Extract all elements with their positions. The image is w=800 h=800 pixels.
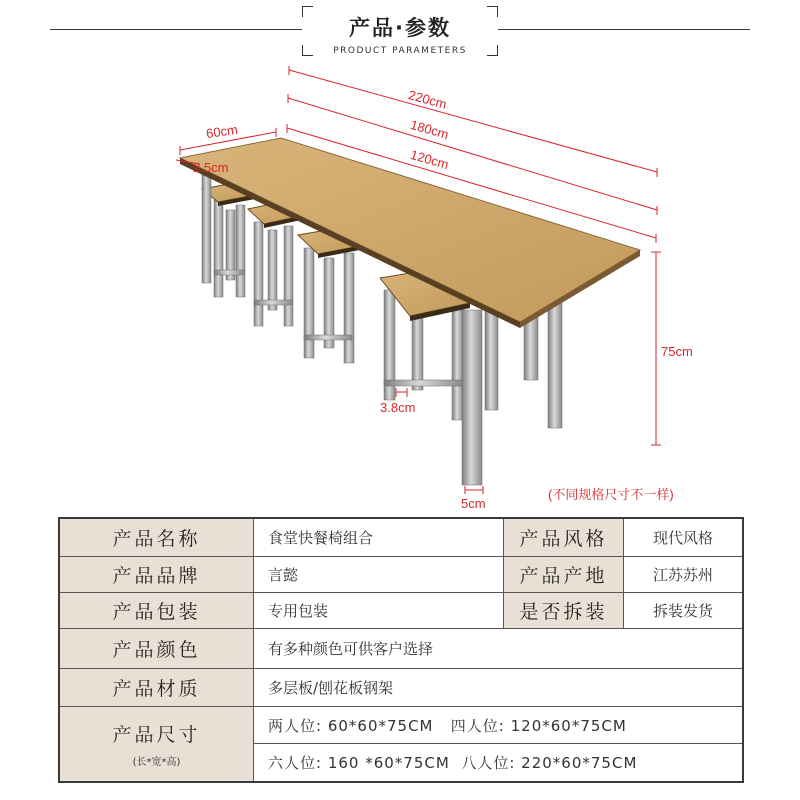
label-brand: 产品品牌: [60, 557, 254, 593]
value-product-style: 现代风格: [624, 519, 742, 557]
dim-2-5: 2.5cm: [193, 160, 229, 175]
value-color: 有多种颜色可供客户选择: [254, 629, 742, 669]
page-subtitle: PRODUCT PARAMETERS: [333, 46, 467, 56]
size-note: (不同规格尺寸不一样): [548, 487, 674, 502]
label-origin: 产品产地: [504, 557, 624, 593]
value-material: 多层板/刨花板钢架: [254, 669, 742, 707]
label-product-style: 产品风格: [504, 519, 624, 557]
dim-220: 220cm: [406, 87, 449, 112]
dim-180: 180cm: [408, 116, 451, 143]
label-product-name: 产品名称: [60, 519, 254, 557]
value-package: 专用包装: [254, 593, 504, 629]
dim-3-8: 3.8cm: [380, 400, 416, 415]
dim-75: 75cm: [661, 344, 693, 359]
label-package: 产品包装: [60, 593, 254, 629]
dim-120: 120cm: [408, 146, 451, 173]
value-assembly: 拆装发货: [624, 593, 742, 629]
spec-table: [58, 517, 744, 783]
label-material: 产品材质: [60, 669, 254, 707]
value-brand: 言懿: [254, 557, 504, 593]
value-origin: 江苏苏州: [624, 557, 742, 593]
value-size-row2: 六人位: 160 *60*75CM 八人位: 220*60*75CM: [254, 744, 742, 781]
label-size-text: 产品尺寸: [112, 724, 201, 746]
value-size-row1: 两人位: 60*60*75CM 四人位: 120*60*75CM: [254, 707, 742, 744]
dim-60: 60cm: [205, 121, 239, 142]
page-title: 产品·参数: [349, 16, 451, 40]
label-size-sub: (长*宽*高): [132, 757, 181, 768]
dim-5: 5cm: [461, 496, 486, 511]
label-assembly: 是否拆装: [504, 593, 624, 629]
label-size: [60, 707, 254, 781]
label-color: 产品颜色: [60, 629, 254, 669]
value-product-name: 食堂快餐椅组合: [254, 519, 504, 557]
